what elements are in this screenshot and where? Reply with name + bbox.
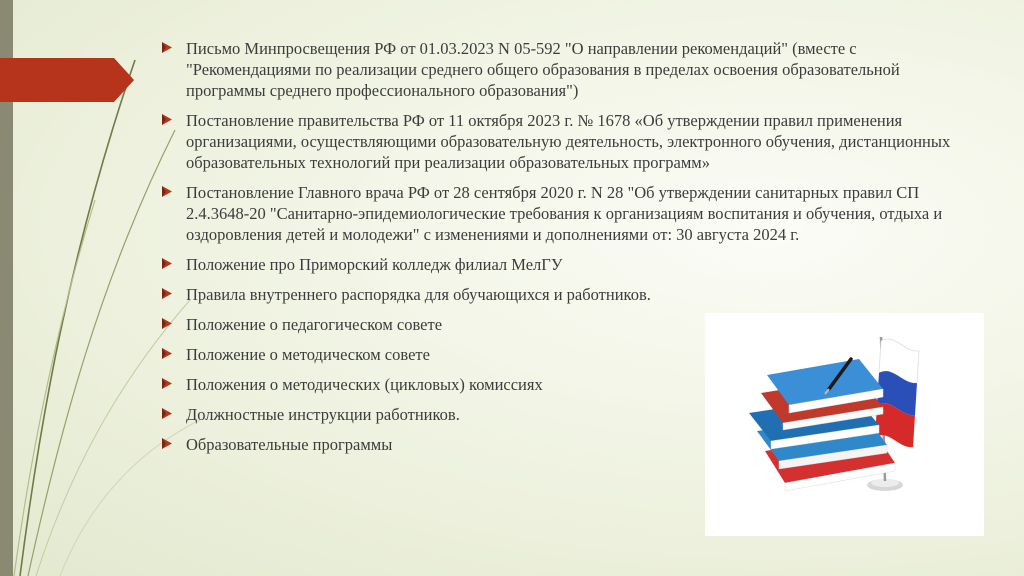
bullet-arrow-icon (162, 377, 175, 390)
bullet-text: Постановление правительства РФ от 11 октября 2023 г. № 1678 «Об утверждении правил применения организациями, осуществляющими образовательную деятельность, электронного обучения, дистанционных образовательных технологий при реализации образовательных программ» (186, 111, 951, 172)
red-arrow-shape (0, 58, 134, 102)
list-item (160, 284, 980, 305)
bullet-arrow-icon (162, 185, 175, 198)
list-item (160, 254, 980, 275)
books-with-flag-illustration (705, 313, 984, 536)
list-item (160, 110, 980, 173)
bullet-text: Правила внутреннего распорядка для обучающихся и работников. (186, 285, 651, 304)
bullet-text: Положение про Приморский колледж филиал МелГУ (186, 255, 563, 274)
bullet-text: Письмо Минпросвещения РФ от 01.03.2023 N 05-592 "О направлении рекомендаций" (вместе с "Рекомендациями по реализации среднего общего образования в пределах освоения образовательной программы среднего профессионального образования") (186, 39, 900, 100)
bullet-arrow-icon (162, 317, 175, 330)
bullet-arrow-icon (162, 347, 175, 360)
bullet-text: Положение о методическом совете (186, 345, 430, 364)
bullet-text: Положение о педагогическом совете (186, 315, 443, 334)
books-flag-image (705, 313, 984, 536)
bullet-text: Образовательные программы (186, 435, 393, 454)
bullet-arrow-icon (162, 257, 175, 270)
bullet-arrow-icon (162, 437, 175, 450)
bullet-text: Должностные инструкции работников. (186, 405, 460, 424)
bullet-arrow-icon (162, 287, 175, 300)
bullet-arrow-icon (162, 41, 175, 54)
bullet-arrow-icon (162, 407, 175, 420)
bullet-text: Постановление Главного врача РФ от 28 сентября 2020 г. N 28 "Об утверждении санитарных правил СП 2.4.3648-20 "Санитарно-эпидемиологические требования к организациям воспитания и обучения, отдыха и оздоровления детей и молодежи" с изменениями и дополнениями от: 30 августа 2024 г. (186, 183, 943, 244)
list-item (160, 38, 980, 101)
bullet-arrow-icon (162, 113, 175, 126)
list-item (160, 182, 980, 245)
bullet-text: Положения о методических (цикловых) комиссиях (186, 375, 543, 394)
